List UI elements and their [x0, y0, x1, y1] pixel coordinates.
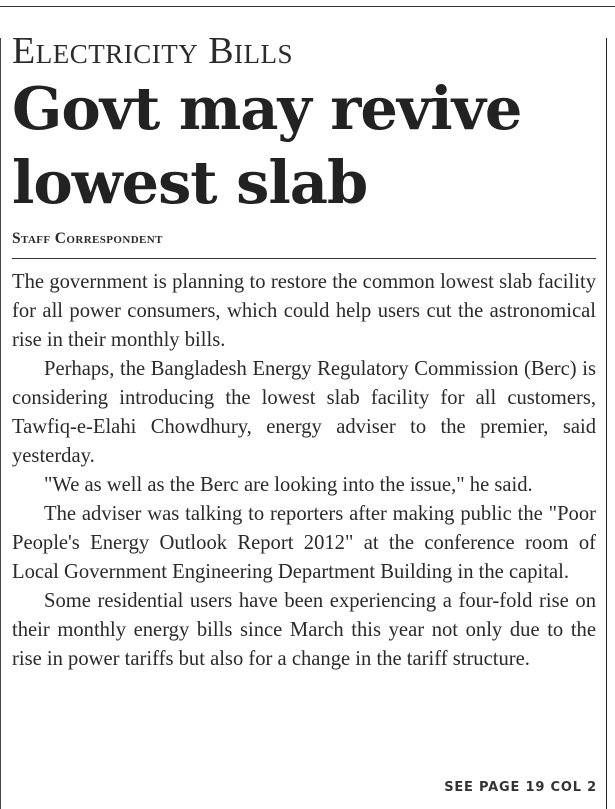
news-article: [12, 30, 596, 674]
right-border-rule: [606, 38, 607, 809]
article-body: [12, 268, 596, 674]
continuation-jump-line: SEE PAGE 19 COL 2: [444, 780, 597, 795]
article-paragraph: "We as well as the Berc are looking into the issue," he said.: [44, 474, 533, 496]
article-headline: Govt may revive lowest slab: [12, 74, 522, 217]
article-paragraph: The adviser was talking to reporters after making public the "Poor People's Energy Outlook Report 2012" at the conference room of Local Government Engineering Department Building in the capital.: [12, 503, 596, 583]
article-kicker: Electricity Bills: [12, 30, 294, 72]
article-paragraph: The government is planning to restore the common lowest slab facility for all power consumers, which could help users cut the astronomical rise in their monthly bills.: [12, 271, 596, 351]
top-border-rule: [0, 0, 615, 7]
left-border-rule: [0, 38, 1, 809]
article-paragraph: Perhaps, the Bangladesh Energy Regulatory Commission (Berc) is considering introducing the lowest slab facility for all customers, Tawfiq-e-Elahi Chowdhury, energy adviser to the premier, said yesterday.: [12, 358, 596, 467]
article-byline: Staff Correspondent: [12, 230, 596, 259]
article-paragraph: Some residential users have been experiencing a four-fold rise on their monthly energy bills since March this year not only due to the rise in power tariffs but also for a change in the tariff structure.: [12, 590, 596, 670]
